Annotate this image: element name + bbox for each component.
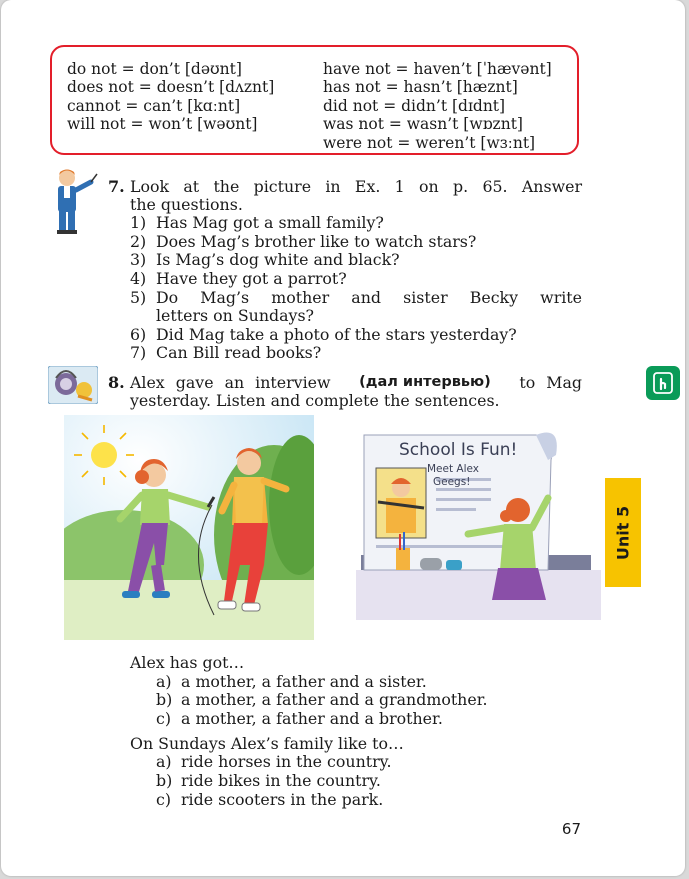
question-stem: Alex has got… xyxy=(130,653,245,672)
textbook-page xyxy=(1,0,685,876)
option-letter: a) xyxy=(156,752,172,771)
exercise-8-number: 8. xyxy=(108,373,125,392)
option-text: a mother, a father and a sister. xyxy=(181,672,427,691)
contraction-left-1: do not = don’t [dəʊnt] xyxy=(67,60,242,78)
option-text: a mother, a father and a grandmother. xyxy=(181,690,488,709)
exercise-8-instruction-line-2: yesterday. Listen and complete the sentences. xyxy=(130,391,500,410)
contraction-right-3: did not = didn’t [dɪdnt] xyxy=(323,97,506,115)
option-text: a mother, a father and a brother. xyxy=(181,709,443,728)
poster-subtitle-1: Meet Alex xyxy=(427,463,480,475)
unit-tab-label: Unit 5 xyxy=(613,505,633,560)
question-text-continued: letters on Sundays? xyxy=(156,306,315,325)
touch-icon xyxy=(646,366,680,400)
question-text: Did Mag take a photo of the stars yesterday? xyxy=(156,325,517,344)
interactive-task-button[interactable] xyxy=(646,366,680,400)
question-number: 7) xyxy=(130,343,147,362)
poster-subtitle-2: Geegs! xyxy=(433,476,471,488)
question-number: 3) xyxy=(130,250,147,269)
question-number: 2) xyxy=(130,232,147,251)
unit-tab[interactable] xyxy=(605,478,641,587)
question-number: 1) xyxy=(130,213,147,232)
instruction-text: to Mag xyxy=(519,373,582,392)
exercise-7-instruction-line-2: the questions. xyxy=(130,195,243,214)
contraction-right-4: was not = wasn’t [wɒznt] xyxy=(323,115,523,133)
question-number: 4) xyxy=(130,269,147,288)
option-letter: b) xyxy=(156,771,173,790)
question-text: Do Mag’s mother and sister Becky write xyxy=(156,288,582,307)
contraction-right-2: has not = hasn’t [hæznt] xyxy=(323,78,518,96)
option-letter: c) xyxy=(156,790,172,809)
question-text: Have they got a parrot? xyxy=(156,269,347,288)
contraction-right-1: have not = haven’t [ˈhævənt] xyxy=(323,60,552,78)
option-text: ride scooters in the park. xyxy=(181,790,384,809)
contraction-left-4: will not = won’t [wəʊnt] xyxy=(67,115,258,133)
option-letter: b) xyxy=(156,690,173,709)
poster-title: School Is Fun! xyxy=(399,440,518,460)
contraction-left-2: does not = doesn’t [dʌznt] xyxy=(67,78,275,96)
option-letter: a) xyxy=(156,672,172,691)
contraction-left-3: cannot = can’t [kɑːnt] xyxy=(67,97,241,115)
question-text: Has Mag got a small family? xyxy=(156,213,384,232)
exercise-7-instruction-line-1: Look at the picture in Ex. 1 on p. 65. Answer xyxy=(130,177,582,196)
exercise-7-number: 7. xyxy=(108,177,125,196)
interview-illustration xyxy=(64,415,314,640)
page-number: 67 xyxy=(561,820,581,838)
exercise-8-instruction-line-1 xyxy=(130,373,582,392)
question-number: 5) xyxy=(130,288,147,307)
option-text: ride horses in the country. xyxy=(181,752,392,771)
question-number: 6) xyxy=(130,325,147,344)
question-text: Does Mag’s brother like to watch stars? xyxy=(156,232,477,251)
instruction-text: Alex gave an interview xyxy=(130,373,331,392)
question-text: Is Mag’s dog white and black? xyxy=(156,250,400,269)
question-text: Can Bill read books? xyxy=(156,343,322,362)
option-letter: c) xyxy=(156,709,172,728)
listening-icon xyxy=(48,366,98,404)
teacher-icon xyxy=(47,166,99,236)
russian-gloss: (дал интервью) xyxy=(359,374,491,390)
option-text: ride bikes in the country. xyxy=(181,771,381,790)
contraction-right-5: were not = weren’t [wɜːnt] xyxy=(323,134,536,152)
question-stem: On Sundays Alex’s family like to… xyxy=(130,734,404,753)
